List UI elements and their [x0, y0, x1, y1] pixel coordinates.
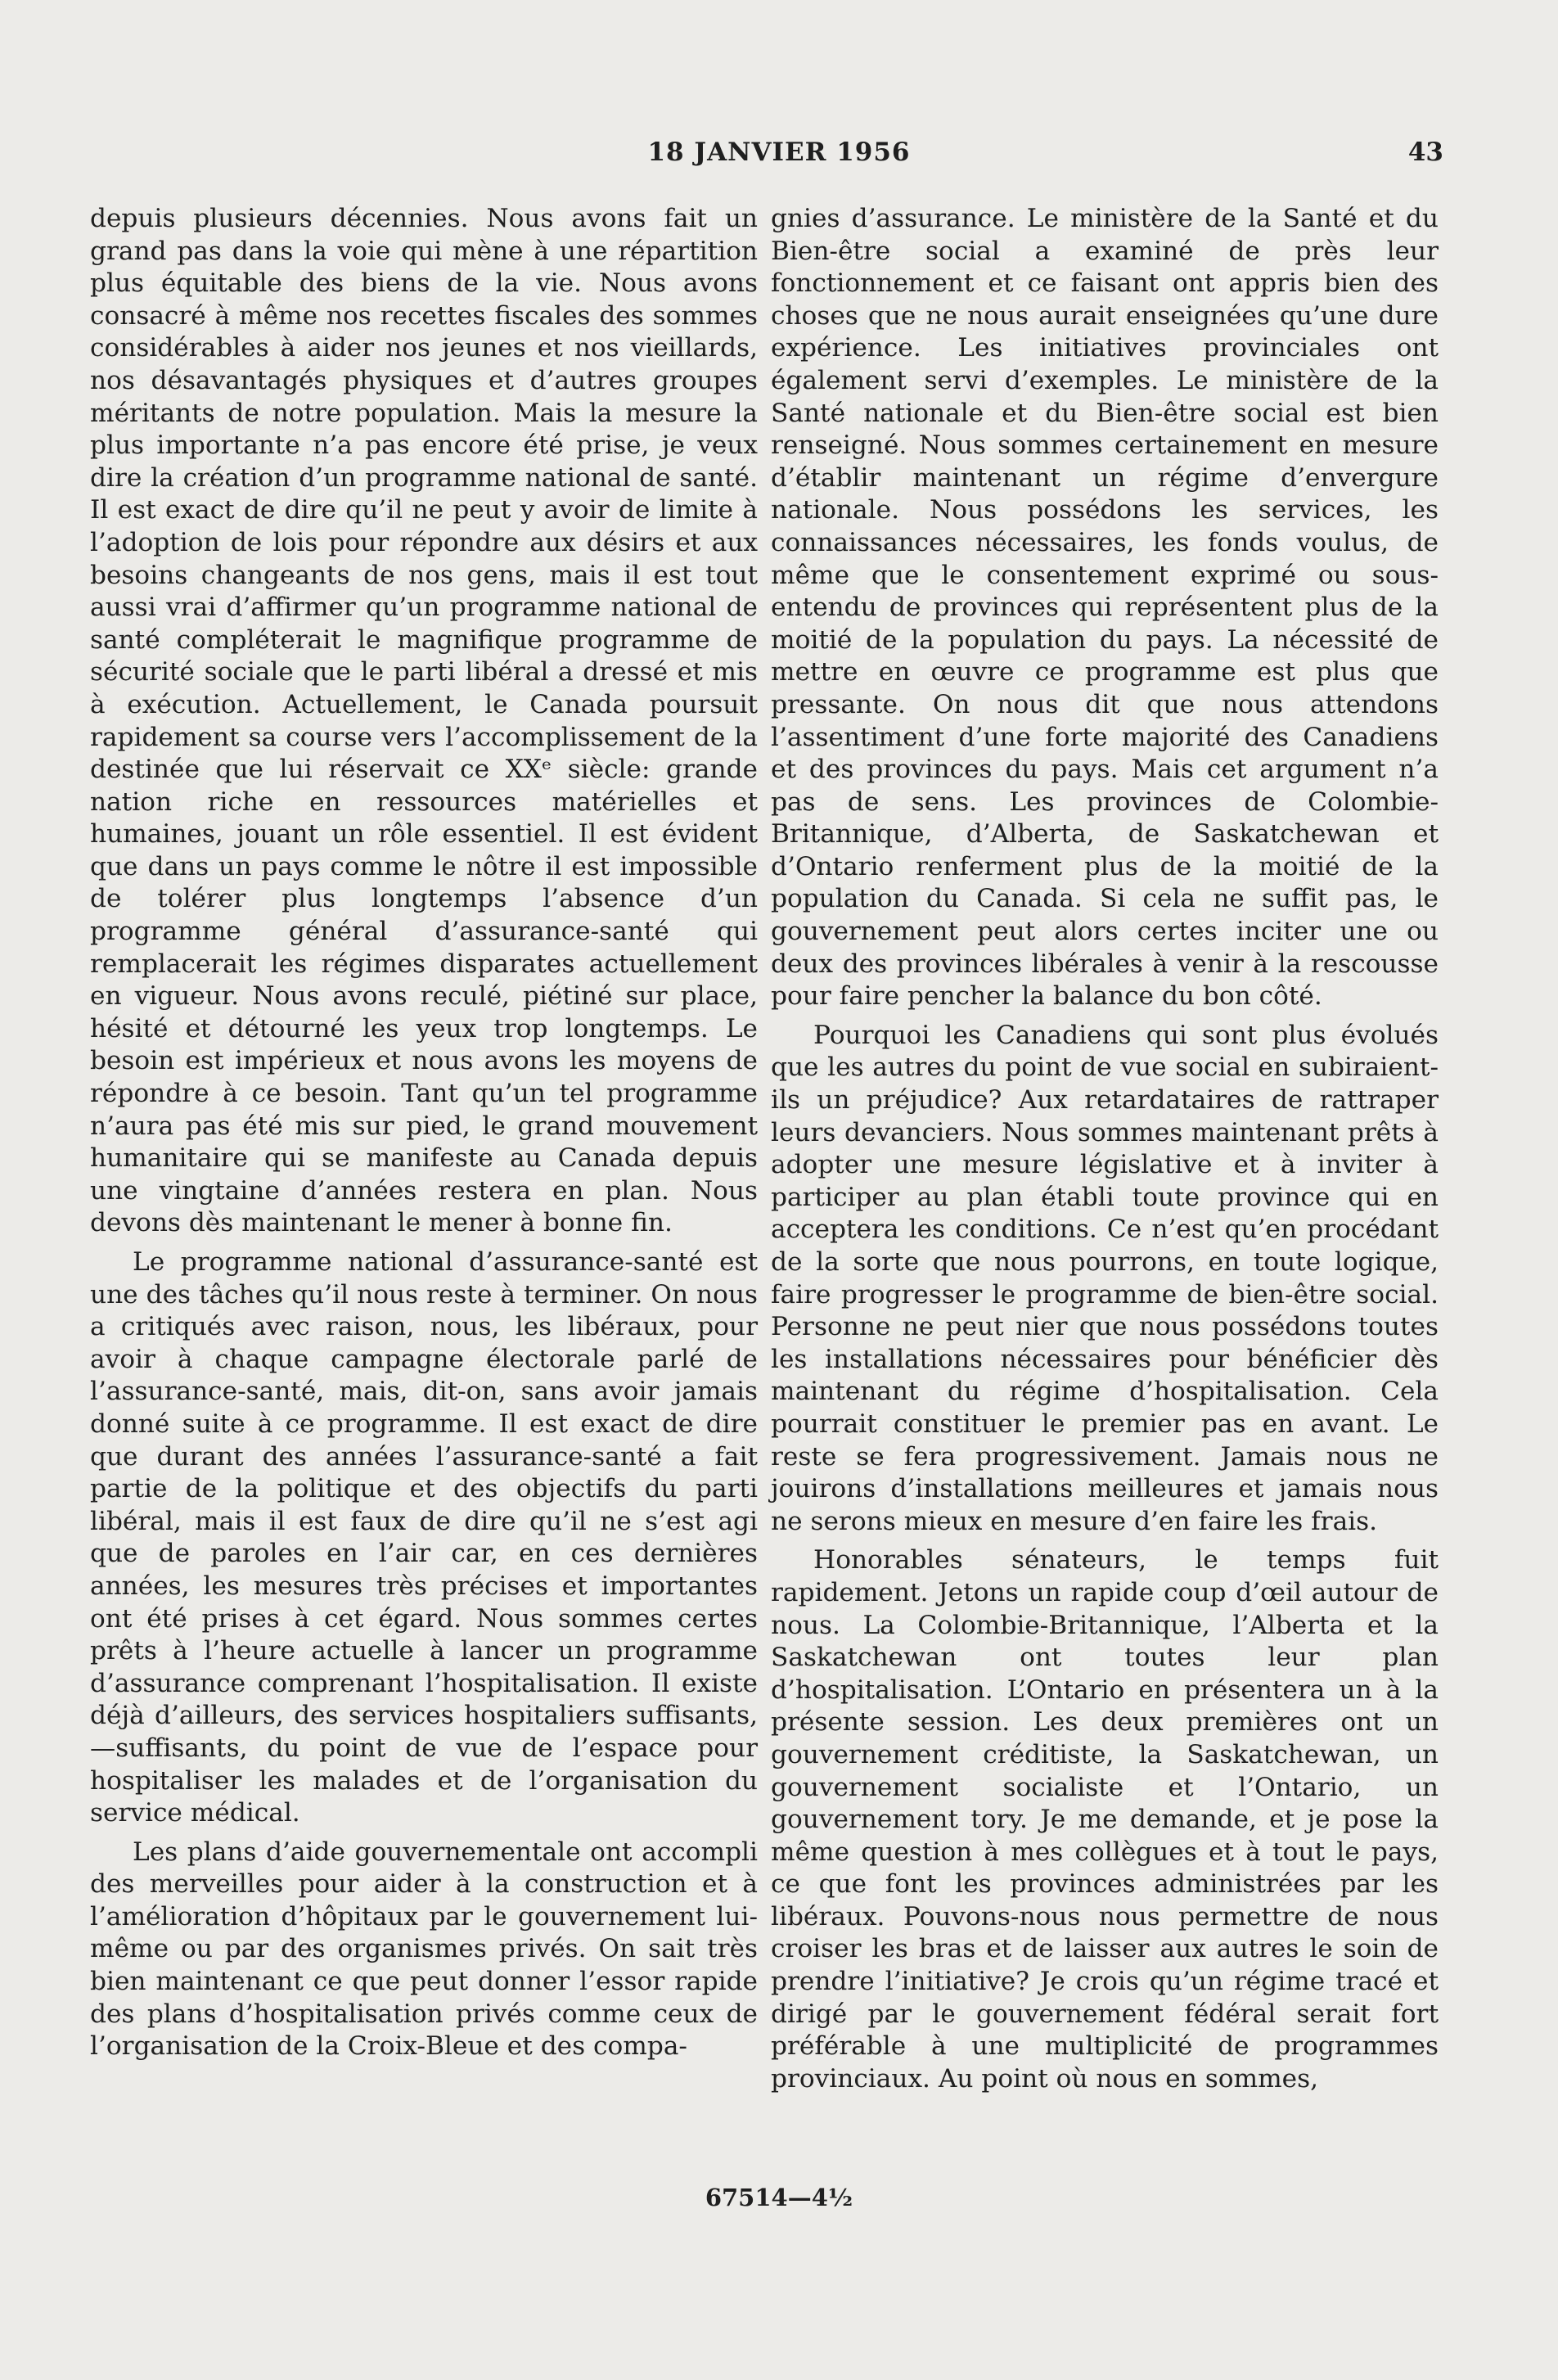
- printer-signature: 67514—4½: [705, 2184, 853, 2211]
- paragraph: depuis plusieurs décennies. Nous avons fait un grand pas dans la voie qui mène à une répartition plus équitable des biens de la vie. Nous avons consacré à même nos recettes fiscales des sommes considérables à aider nos jeunes et nos vieillards, nos désavantagés physiques et d’autres groupes méritants de notre population. Mais la mesure la plus importante n’a pas encore été prise, je veux dire la création d’un programme national de santé. Il est exact de dire qu’il ne peut y avoir de limite à l’adoption de lois pour répondre aux désirs et aux besoins changeants de nos gens, mais il est tout aussi vrai d’affirmer qu’un programme national de santé compléterait le magnifique programme de sécurité sociale que le parti libéral a dressé et mis à exécution. Actuellement, le Canada poursuit rapidement sa course vers l’accomplissement de la destinée que lui réservait ce XXᵉ siècle: grande nation riche en ressources matérielles et humaines, jouant un rôle essentiel. Il est évident que dans un pays comme le nôtre il est impossible de tolérer plus longtemps l’absence d’un programme général d’assurance-santé qui remplacerait les régimes disparates actuellement en vigueur. Nous avons reculé, piétiné sur place, hésité et détourné les yeux trop longtemps. Le besoin est impérieux et nous avons les moyens de répondre à ce besoin. Tant qu’un tel programme n’aura pas été mis sur pied, le grand mouvement humanitaire qui se manifeste au Canada depuis une vingtaine d’années restera en plan. Nous devons dès maintenant le mener à bonne fin.: [90, 204, 758, 1238]
- running-header-date: 18 JANVIER 1956: [647, 137, 911, 167]
- right-column: [771, 203, 1439, 2102]
- page-number: 43: [1407, 137, 1443, 167]
- paragraph: Le programme national d’assurance-santé est une des tâches qu’il nous reste à terminer. On nous a critiqués avec raison, nous, les libéraux, pour avoir à chaque campagne électorale parlé de l’assurance-santé, mais, dit-on, sans avoir jamais donné suite à ce programme. Il est exact de dire que durant des années l’assurance-santé a fait partie de la politique et des objectifs du parti libéral, mais il est faux de dire qu’il ne s’est agi que de paroles en l’air car, en ces dernières années, les mesures très précises et importantes ont été prises à cet égard. Nous sommes certes prêts à l’heure actuelle à lancer un programme d’assurance comprenant l’hospitalisation. Il existe déjà d’ailleurs, des services hospitaliers suffisants,—suffisants, du point de vue de l’espace pour hospitaliser les malades et de l’organisation du service médical.: [90, 1247, 758, 1828]
- paragraph: Les plans d’aide gouvernementale ont accompli des merveilles pour aider à la construction et à l’amélioration d’hôpitaux par le gouvernement lui-même ou par des organismes privés. On sait très bien maintenant ce que peut donner l’essor rapide des plans d’hospitalisation privés comme ceux de l’organisation de la Croix-Bleue et des compa-: [90, 1837, 758, 2062]
- paragraph: Pourquoi les Canadiens qui sont plus évolués que les autres du point de vue social en subiraient-ils un préjudice? Aux retardataires de rattraper leurs devanciers. Nous sommes maintenant prêts à adopter une mesure législative et à inviter à participer au plan établi toute province qui en acceptera les conditions. Ce n’est qu’en procédant de la sorte que nous pourrons, en toute logique, faire progresser le programme de bien-être social. Personne ne peut nier que nous possédons toutes les installations nécessaires pour bénéficier dès maintenant du régime d’hospitalisation. Cela pourrait constituer le premier pas en avant. Le reste se fera progressivement. Jamais nous ne jouirons d’installations meilleures et jamais nous ne serons mieux en mesure d’en faire les frais.: [771, 1020, 1439, 1536]
- paragraph: Honorables sénateurs, le temps fuit rapidement. Jetons un rapide coup d’œil autour de nous. La Colombie-Britannique, l’Alberta et la Saskatchewan ont toutes leur plan d’hospitalisation. L’Ontario en présentera un à la présente session. Les deux premières ont un gouvernement créditiste, la Saskatchewan, un gouvernement socialiste et l’Ontario, un gouvernement tory. Je me demande, et je pose la même question à mes collègues et à tout le pays, ce que font les provinces administrées par les libéraux. Pouvons-nous nous permettre de nous croiser les bras et de laisser aux autres le soin de prendre l’initiative? Je crois qu’un régime tracé et dirigé par le gouvernement fédéral serait fort préférable à une multiplicité de programmes provinciaux. Au point où nous en sommes,: [771, 1545, 1439, 2094]
- left-column: [90, 203, 758, 2070]
- paragraph: gnies d’assurance. Le ministère de la Santé et du Bien-être social a examiné de près leur fonctionnement et ce faisant ont appris bien des choses que ne nous aurait enseignées qu’une dure expérience. Les initiatives provinciales ont également servi d’exemples. Le ministère de la Santé nationale et du Bien-être social est bien renseigné. Nous sommes certainement en mesure d’établir maintenant un régime d’envergure nationale. Nous possédons les services, les connaissances nécessaires, les fonds voulus, de même que le consentement exprimé ou sous-entendu de provinces qui représentent plus de la moitié de la population du pays. La nécessité de mettre en œuvre ce programme est plus que pressante. On nous dit que nous attendons l’assentiment d’une forte majorité des Canadiens et des provinces du pays. Mais cet argument n’a pas de sens. Les provinces de Colombie-Britannique, d’Alberta, de Saskatchewan et d’Ontario renferment plus de la moitié de la population du Canada. Si cela ne suffit pas, le gouvernement peut alors certes inciter une ou deux des provinces libérales à venir à la rescousse pour faire pencher la balance du bon côté.: [771, 204, 1439, 1012]
